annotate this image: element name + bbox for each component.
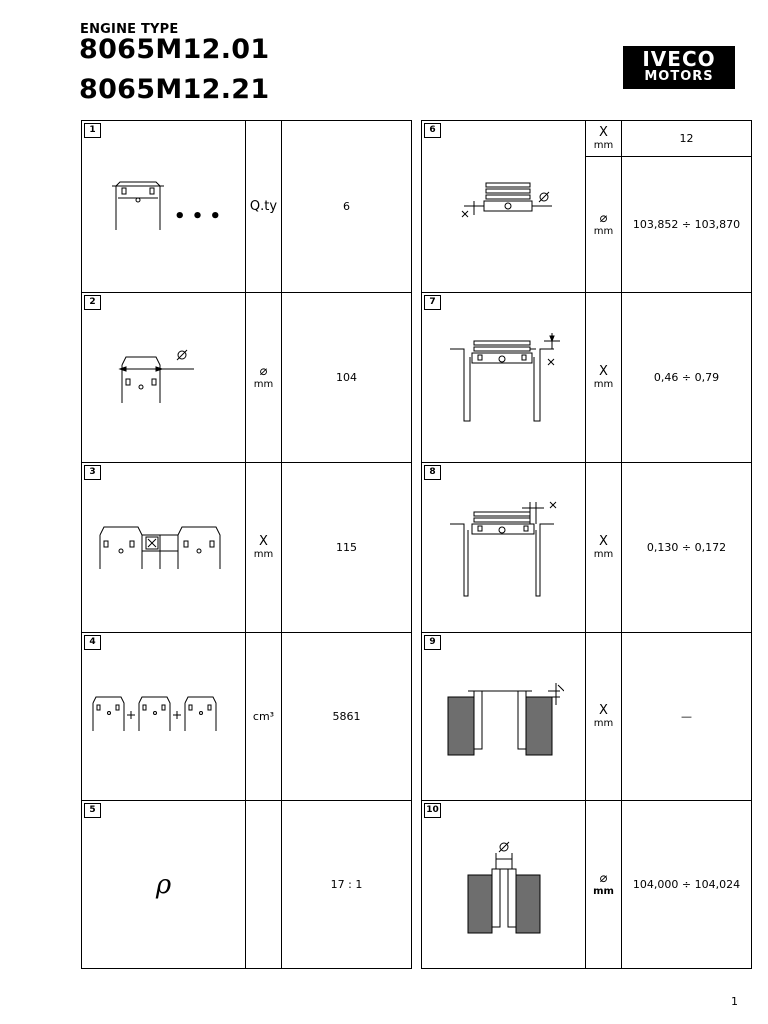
piston-diameter-icon [104,343,224,413]
table-row [82,633,412,801]
value-cell [622,157,752,293]
symbol-label: Q.ty [249,198,278,214]
value-text: 17 : 1 [330,878,363,891]
bore-diameter-icon [454,835,554,935]
model-number-1: 8065M12.01 [79,34,270,65]
value-text: 0,130 ÷ 0,172 [646,541,727,554]
table-row [422,293,752,463]
piston-spacing-icon [94,513,234,583]
value-cell [622,293,752,463]
table-row [82,293,412,463]
symbol-cell [586,463,622,633]
symbol-cell [586,121,622,157]
left-spec-table [81,120,412,969]
piston-quantity-icon [104,172,224,242]
figure-cell [422,633,586,801]
diameter-symbol: ⌀ [259,364,268,379]
symbol-cell [246,293,282,463]
value-text: 6 [343,200,350,213]
logo-line-2: MOTORS [644,69,714,84]
x-symbol: X [259,534,268,549]
value-text: 5861 [332,710,361,723]
figure-cell [82,633,246,801]
symbol-cell [586,801,622,969]
right-spec-table [421,120,752,969]
cm3-symbol: cm³ [252,709,275,723]
figure-cell [422,801,586,969]
symbol-cell [586,633,622,801]
piston-measure-icon [444,177,564,237]
unit-label: mm [593,140,614,151]
x-symbol: X [599,125,608,140]
row-number: 2 [84,295,101,310]
x-symbol: X [599,703,608,718]
svg-text:• • •: • • • [173,205,221,227]
symbol-cell [586,293,622,463]
row-number: 1 [84,123,101,138]
symbol-cell [246,633,282,801]
unit-label: mm [253,379,274,390]
diameter-symbol: ⌀ [599,211,608,226]
table-row [82,801,412,969]
piston-clearance-icon [444,498,564,598]
table-row [422,463,752,633]
figure-cell [422,121,586,293]
iveco-motors-logo [623,46,735,89]
value-text: — [681,710,692,723]
value-cell [282,293,412,463]
unit-label: mm [593,549,614,560]
symbol-cell [246,463,282,633]
figure-cell [422,293,586,463]
value-text: 104,000 ÷ 104,024 [632,878,741,891]
row-number: 9 [424,635,441,650]
table-row [422,633,752,801]
row-number: 6 [424,123,441,138]
value-cell [622,801,752,969]
figure-cell [422,463,586,633]
engine-type-label: ENGINE TYPE [80,22,179,37]
value-text: 0,46 ÷ 0,79 [653,371,720,384]
value-cell [282,121,412,293]
value-cell [622,463,752,633]
liner-protrusion-icon [444,677,564,757]
compression-ratio-icon: ρ [155,869,172,900]
value-text: 12 [679,132,694,145]
diameter-symbol: ⌀ [599,871,608,886]
figure-cell [82,801,246,969]
unit-label: mm [593,718,614,729]
row-number: 5 [84,803,101,818]
unit-label: mm [253,549,274,560]
figure-cell [82,121,246,293]
model-number-2: 8065M12.21 [79,74,270,105]
table-row [82,463,412,633]
table-row [82,121,412,293]
table-row [422,801,752,969]
symbol-cell [246,801,282,969]
row-number: 8 [424,465,441,480]
symbol-cell [586,157,622,293]
piston-protrusion-icon [444,333,564,423]
figure-cell [82,293,246,463]
x-symbol: X [599,534,608,549]
x-symbol: X [599,364,608,379]
value-cell [282,463,412,633]
page-number: 1 [731,995,738,1008]
value-text: 103,852 ÷ 103,870 [632,218,741,231]
row-number: 7 [424,295,441,310]
figure-cell [82,463,246,633]
displacement-icon [89,687,239,747]
value-text: 104 [336,371,357,384]
value-cell [622,633,752,801]
value-cell [282,633,412,801]
value-cell [622,121,752,157]
unit-label: mm [593,226,614,237]
unit-label: mm [593,886,614,897]
symbol-cell [246,121,282,293]
row-number: 3 [84,465,101,480]
row-number: 4 [84,635,101,650]
value-cell [282,801,412,969]
row-number: 10 [424,803,441,818]
value-text: 115 [336,541,357,554]
unit-label: mm [593,379,614,390]
logo-line-1: IVECO [642,47,716,71]
table-row [422,121,752,157]
